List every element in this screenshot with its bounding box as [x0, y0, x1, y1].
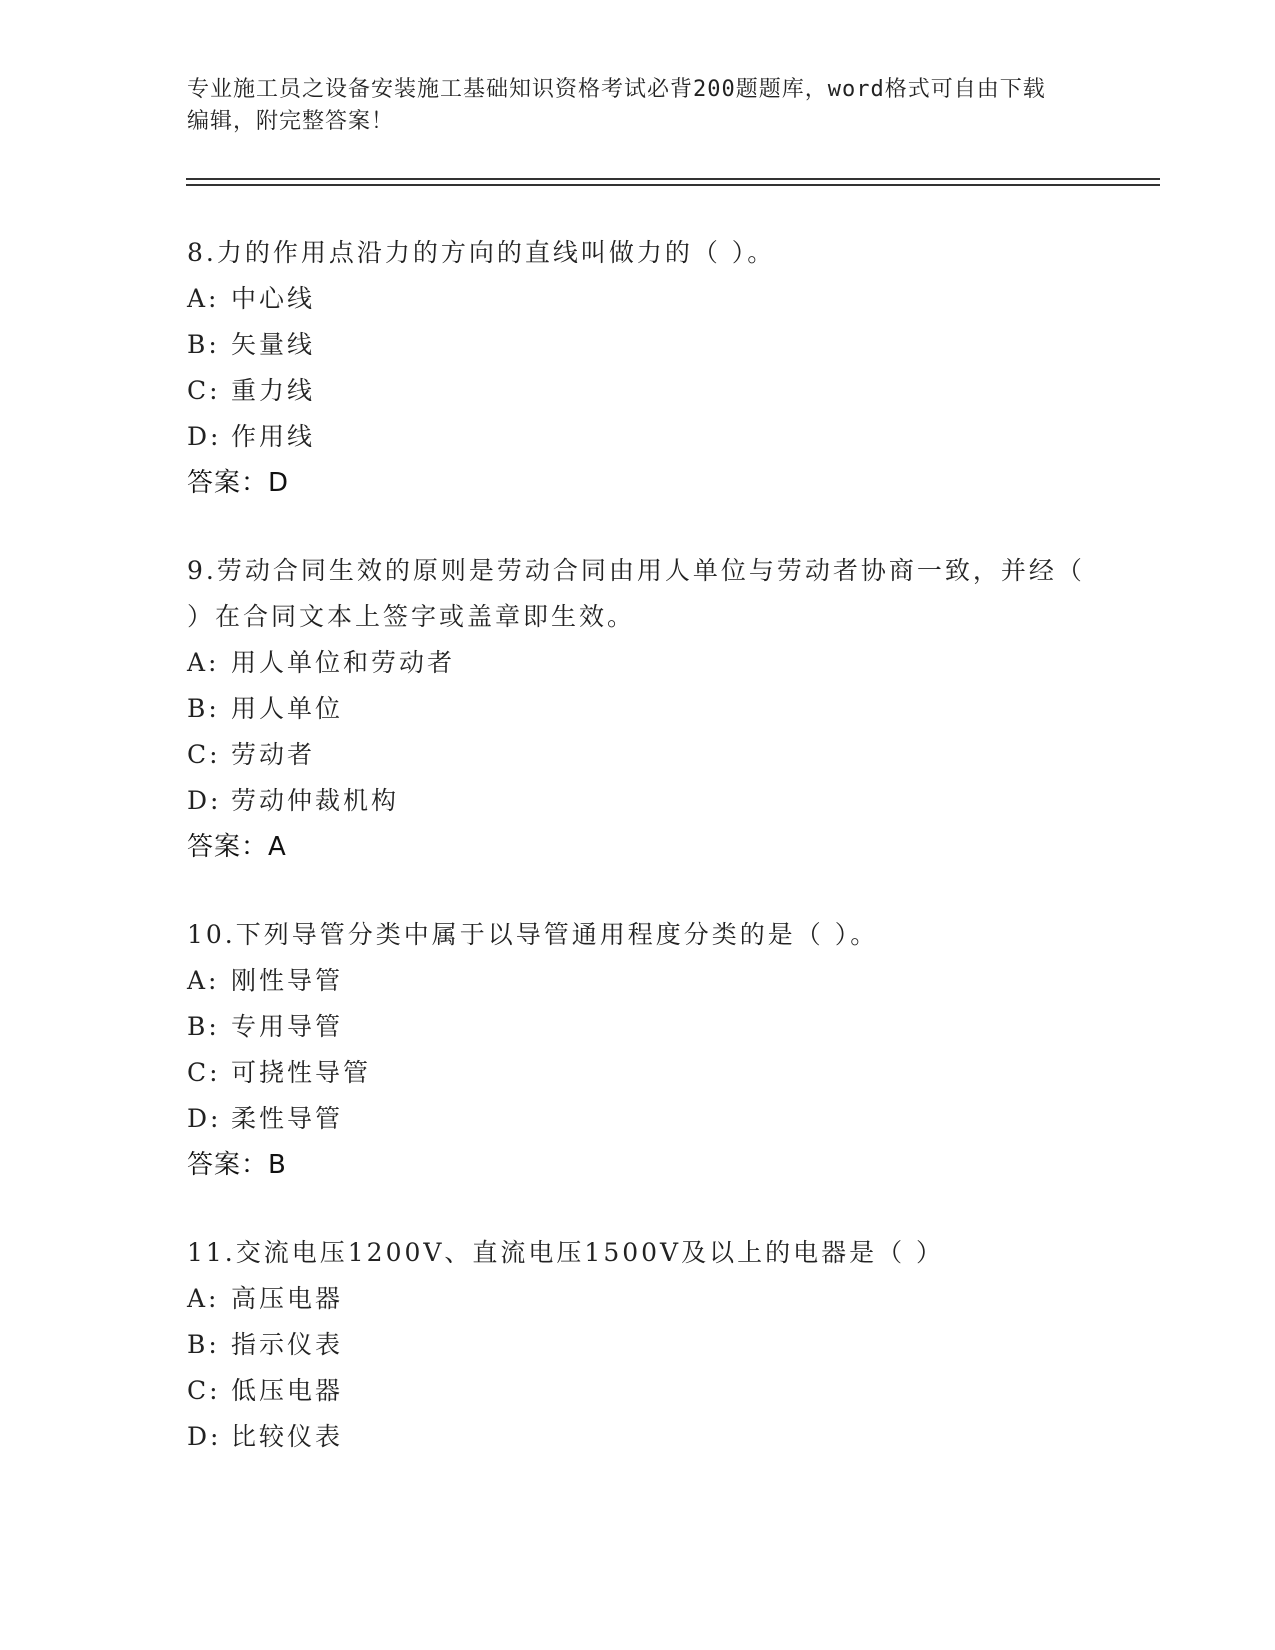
question-stem: 11.交流电压1200V、直流电压1500V及以上的电器是（ ）: [187, 1238, 945, 1267]
option-c: [187, 1050, 1087, 1096]
document-header: 专业施工员之设备安装施工基础知识资格考试必背200题题库，word格式可自由下载编辑，附完整答案！: [187, 77, 1046, 134]
answer-line: 答案：D: [187, 468, 290, 498]
option-text: 劳动仲裁机构: [231, 786, 400, 815]
option-c: [187, 732, 1087, 778]
option-a: [187, 958, 1087, 1004]
option-text: 低压电器: [231, 1376, 344, 1405]
option-key: B:: [187, 1012, 220, 1041]
option-text: 作用线: [231, 422, 316, 451]
question-stem: 8.力的作用点沿力的方向的直线叫做力的（ ）。: [187, 238, 776, 267]
option-key: D:: [187, 1104, 222, 1133]
option-text: 柔性导管: [231, 1104, 344, 1133]
option-b: [187, 322, 1087, 368]
option-list: [187, 640, 1087, 824]
option-b: [187, 686, 1087, 732]
option-a: [187, 640, 1087, 686]
header-divider-bottom: [186, 184, 1160, 186]
option-key: B:: [187, 1330, 220, 1359]
option-key: C:: [187, 1058, 221, 1087]
option-text: 劳动者: [231, 740, 316, 769]
option-key: C:: [187, 1376, 221, 1405]
question-11: [187, 1230, 1087, 1460]
header-divider-top: [186, 178, 1160, 180]
option-key: C:: [187, 376, 221, 405]
option-text: 专用导管: [231, 1012, 344, 1041]
option-text: 用人单位和劳动者: [231, 648, 456, 677]
option-key: A:: [187, 966, 220, 995]
option-key: D:: [187, 1422, 222, 1451]
option-text: 可挠性导管: [231, 1058, 372, 1087]
question-8: [187, 230, 1087, 506]
option-text: 比较仪表: [231, 1422, 344, 1451]
answer-line: 答案：A: [187, 832, 287, 862]
option-b: [187, 1004, 1087, 1050]
option-key: A:: [187, 648, 220, 677]
option-d: [187, 1096, 1087, 1142]
answer-line: 答案：B: [187, 1150, 287, 1180]
option-key: B:: [187, 330, 220, 359]
option-a: [187, 276, 1087, 322]
option-list: [187, 276, 1087, 460]
option-b: [187, 1322, 1087, 1368]
option-text: 高压电器: [231, 1284, 344, 1313]
option-text: 用人单位: [231, 694, 344, 723]
question-stem: 9.劳动合同生效的原则是劳动合同由用人单位与劳动者协商一致，并经（ ）在合同文本上签字或盖章即生效。: [187, 556, 1085, 631]
option-d: [187, 778, 1087, 824]
option-list: [187, 1276, 1087, 1460]
option-text: 刚性导管: [231, 966, 344, 995]
option-c: [187, 1368, 1087, 1414]
option-d: [187, 1414, 1087, 1460]
option-text: 中心线: [231, 284, 316, 313]
option-key: C:: [187, 740, 221, 769]
option-c: [187, 368, 1087, 414]
option-text: 矢量线: [231, 330, 316, 359]
question-stem: 10.下列导管分类中属于以导管通用程度分类的是（ ）。: [187, 920, 879, 949]
option-key: D:: [187, 786, 222, 815]
option-key: A:: [187, 284, 220, 313]
option-text: 指示仪表: [231, 1330, 344, 1359]
option-list: [187, 958, 1087, 1142]
question-10: [187, 912, 1087, 1188]
option-key: A:: [187, 1284, 220, 1313]
option-key: B:: [187, 694, 220, 723]
option-text: 重力线: [231, 376, 316, 405]
option-key: D:: [187, 422, 222, 451]
option-d: [187, 414, 1087, 460]
question-9: [187, 548, 1087, 870]
option-a: [187, 1276, 1087, 1322]
